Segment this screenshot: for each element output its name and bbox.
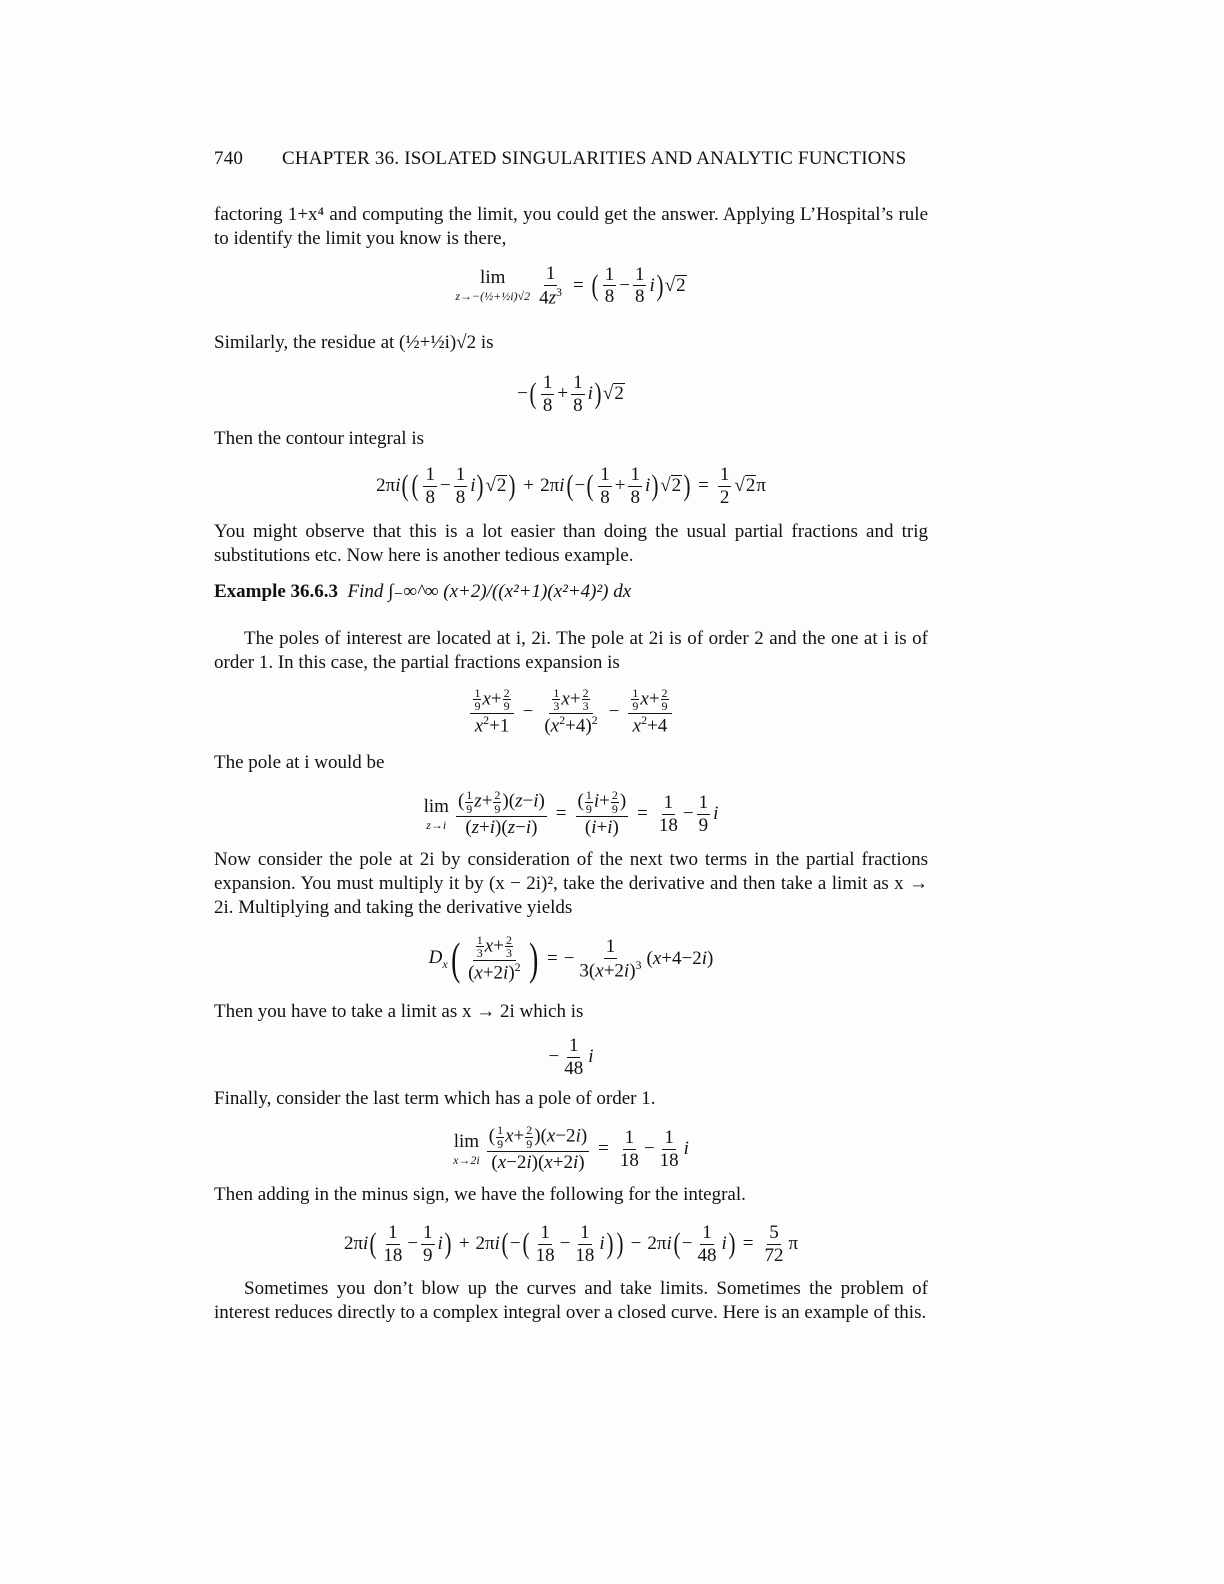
paragraph-6 <box>214 751 928 775</box>
equation-last-term: lim x→2i ( $\frac{1}{9}$ x+ $\frac{2}{9}$ )(x−2i) (x−2i)(x+2i) = $\frac{1}{18}$ − $\frac{1}{18}$ i <box>453 1123 689 1173</box>
equation-derivative: $D_x$ ( $\frac{1}{3}$ x+ $\frac{2}{3}$ $(x+2i)^2$ ) = − $\frac{1}{3(x+2i)^3}$ ( x +4−2 i ) <box>428 932 714 984</box>
paragraph-9 <box>214 1087 928 1111</box>
paragraph-7-text: Now consider the pole at 2i by consideration of the next two terms in the partial fractions expansion. You must multiply it by (x − 2i)², take the derivative and then take a limit as x → 2i. Multiplying and taking the derivative yields <box>214 849 928 918</box>
equation-partial-fractions: $\frac{1}{9}$ x+ $\frac{2}{9}$ $x^2+1$ − $\frac{1}{3}$ x+ $\frac{2}{3}$ $(x^2+4)^2$ − $\frac{1}{9}$ x+ $\frac{2}{9}$ $x^2+4$ <box>214 683 928 741</box>
paragraph-11 <box>214 1277 928 1325</box>
paragraph-1 <box>214 203 928 251</box>
example-label: Example 36.6.3 <box>214 581 339 602</box>
equation-contour-integral: 2π i ( ( $\frac{1}{8}$ − $\frac{1}{8}$ i ) √ 2 ) + 2π i ( − ( $\frac{1}{8}$ + $\frac{1}{8}$ i ) √ 2 ) = $\frac{1}{2}$ √ 2 π <box>376 463 766 508</box>
equation-final-integral: 2π i ( $\frac{1}{18}$ − $\frac{1}{9}$ i ) + 2π i ( − ( $\frac{1}{18}$ − $\frac{1}{18}$ i ) ) − 2π i ( − $\frac{1}{48}$ i ) = $\frac{5}{72}$ π <box>343 1221 799 1266</box>
paragraph-11-text: Sometimes you don’t blow up the curves and take limits. Sometimes the problem of interest reduces directly to a complex integral over a closed curve. Here is an example of this. <box>214 1278 928 1323</box>
page-number: 740 <box>214 148 244 169</box>
paragraph-2 <box>214 331 928 355</box>
paragraph-10-text: Then adding in the minus sign, we have the following for the integral. <box>214 1184 746 1205</box>
paragraph-6-text: The pole at i would be <box>214 752 385 773</box>
paragraph-8 <box>214 1000 928 1024</box>
example-36-6-3 <box>214 580 928 604</box>
paragraph-9-text: Finally, consider the last term which has a pole of order 1. <box>214 1088 656 1109</box>
paragraph-10 <box>214 1183 928 1207</box>
paragraph-7 <box>214 848 928 920</box>
paragraph-3 <box>214 427 928 451</box>
equation-limit-2i: − $\frac{1}{48}$ i <box>548 1034 594 1079</box>
paragraph-8-text: Then you have to take a limit as x → 2i which is <box>214 1001 584 1022</box>
paragraph-4 <box>214 520 928 568</box>
paragraph-5-text: The poles of interest are located at i, 2i. The pole at 2i is of order 2 and the one at i is of order 1. In this case, the partial fractions expansion is <box>214 628 928 673</box>
equation-limit-residue: lim z→−(½+½i)√2 $\frac{1}{4z^3}$ = ( $\frac{1}{8}$ − $\frac{1}{8}$ i ) √ 2 <box>455 262 686 309</box>
paragraph-2-text: Similarly, the residue at (½+½i)√2 is <box>214 332 494 353</box>
equation-residue-2: − ( $\frac{1}{8}$ + $\frac{1}{8}$ i ) √ 2 <box>517 371 624 416</box>
page-header <box>214 148 928 170</box>
paragraph-4-text: You might observe that this is a lot easier than doing the usual partial fractions and trig substitutions etc. Now here is another tedious example. <box>214 521 928 566</box>
paragraph-1-text: factoring 1+x⁴ and computing the limit, you could get the answer. Applying L’Hospital’s rule to identify the limit you know is there, <box>214 204 928 249</box>
equation-pole-at-i: lim z→i ( $\frac{1}{9}$ z+ $\frac{2}{9}$ )(z−i) (z+i)(z−i) = ( $\frac{1}{9}$ i+ $\frac{2}{9}$ ) (i+i) = $\frac{1}{18}$ − $\frac{1}{9}$ i <box>423 788 719 838</box>
example-statement: Find ∫₋∞^∞ (x+2)/((x²+1)(x²+4)²) dx <box>347 581 632 602</box>
chapter-title: CHAPTER 36. ISOLATED SINGULARITIES AND ANALYTIC FUNCTIONS <box>282 148 907 169</box>
paragraph-5 <box>214 627 928 675</box>
paragraph-3-text: Then the contour integral is <box>214 428 424 449</box>
